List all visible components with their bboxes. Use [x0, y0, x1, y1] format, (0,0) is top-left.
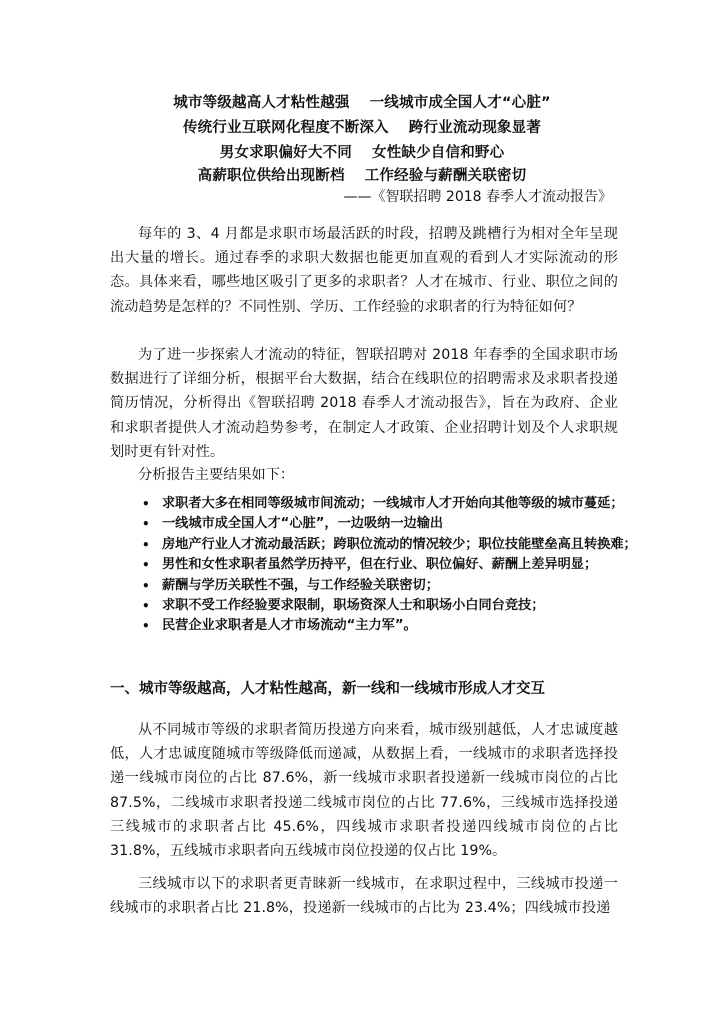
- bullet-icon: •: [142, 578, 150, 593]
- list-item: [138, 535, 637, 555]
- finding-text: 薪酬与学历关联性不强，与工作经验关联密切；: [162, 577, 439, 593]
- list-item: [138, 514, 628, 534]
- intro-paragraph-1: 每年的 3、4 月都是求职市场最活跃的时段，招聘及跳槽行为相对全年呈现出大量的增长。通过春季的求职大数据也能更加直观的看到人才实际流动的形态。具体来看，哪些地区吸引了更多的求职者？人才在城市、行业、职位之间的流动趋势是怎样的？不同性别、学历、工作经验的求职者的行为特征如何？: [110, 226, 618, 315]
- list-item: [138, 576, 628, 596]
- bullet-icon: •: [142, 517, 150, 532]
- bullet-icon: •: [142, 537, 150, 552]
- headline-1: [0, 93, 724, 113]
- headline-4: [0, 166, 724, 186]
- finding-text: 求职者大多在相同等级城市间流动；一线城市人才开始向其他等级的城市蔓延；: [162, 496, 624, 511]
- section-1-paragraph-1: 从不同城市等级的求职者简历投递方向来看，城市级别越低，人才忠诚度越低，人才忠诚度随城市等级降低而递减，从数据上看，一线城市的求职者选择投递一线城市岗位的占比 87.6%，新一线城市求职者投递新一线城市岗位的占比 87.5%，二线城市求职者投递二线城市岗位的占比 77.6%，三线城市选择投递三线城市的求职者占比 45.6%，四线城市求职者投递四线城市岗位的占比 31.8%，五线城市求职者向五线城市岗位投递的仅占比 19%。: [110, 722, 618, 860]
- bullet-icon: •: [142, 619, 150, 634]
- findings-intro: 分析报告主要结果如下：: [138, 467, 295, 483]
- headline-3-part-2: 女性缺少自信和野心: [372, 145, 505, 161]
- section-1-paragraph-2: 三线城市以下的求职者更青睐新一线城市，在求职过程中，三线城市投递一线城市的求职者占比 21.8%，投递新一线城市的占比为 23.4%；四线城市投递: [110, 876, 618, 917]
- list-item: [138, 555, 628, 575]
- findings-list: [138, 494, 637, 637]
- bullet-icon: •: [142, 599, 150, 614]
- headline-3-part-1: 男女求职偏好大不同: [219, 145, 352, 161]
- headline-2-part-2: 跨行业流动现象显著: [408, 120, 542, 136]
- list-item: [138, 596, 628, 616]
- list-item: [138, 494, 628, 514]
- headline-2: [0, 118, 724, 138]
- headline-4-part-2: 工作经验与薪酬关联密切: [364, 168, 527, 184]
- intro-paragraph-2: 为了进一步探索人才流动的特征，智联招聘对 2018 年春季的全国求职市场数据进行了详细分析，根据平台大数据，结合在线职位的招聘需求及求职者投递简历情况，分析得出《智联招聘 2018 春季人才流动报告》，旨在为政府、企业和求职者提供人才流动趋势参考，在制定人才政策、企业招聘计划及个人求职规划时更有针对性。: [110, 347, 618, 460]
- finding-text: 民营企业求职者是人才市场流动“主力军”。: [162, 618, 417, 634]
- report-source: ——《智联招聘 2018 春季人才流动报告》: [343, 189, 612, 205]
- finding-text: 男性和女性求职者虽然学历持平，但在行业、职位偏好、薪酬上差异明显；: [162, 557, 598, 573]
- finding-text: 房地产行业人才流动最活跃；跨职位流动的情况较少；职位技能壁垒高且转换难；: [162, 536, 637, 552]
- headline-3: [0, 143, 724, 163]
- headline-1-part-1: 城市等级越高人才粘性越强: [173, 95, 350, 111]
- bullet-icon: •: [142, 497, 150, 511]
- finding-text: 一线城市成全国人才“心脏”，一边吸纳一边输出: [162, 516, 444, 532]
- headline-4-part-1: 高薪职位供给出现断档: [197, 168, 345, 184]
- section-1-heading: 一、城市等级越高，人才粘性越高，新一线和一线城市形成人才交互: [110, 681, 545, 697]
- headline-2-part-1: 传统行业互联网化程度不断深入: [182, 120, 389, 136]
- finding-text: 求职不受工作经验要求限制，职场资深人士和职场小白同台竞技；: [162, 598, 545, 614]
- bullet-icon: •: [142, 558, 150, 573]
- list-item: [138, 616, 628, 636]
- headline-1-part-2: 一线城市成全国人才“心脏”: [369, 95, 551, 111]
